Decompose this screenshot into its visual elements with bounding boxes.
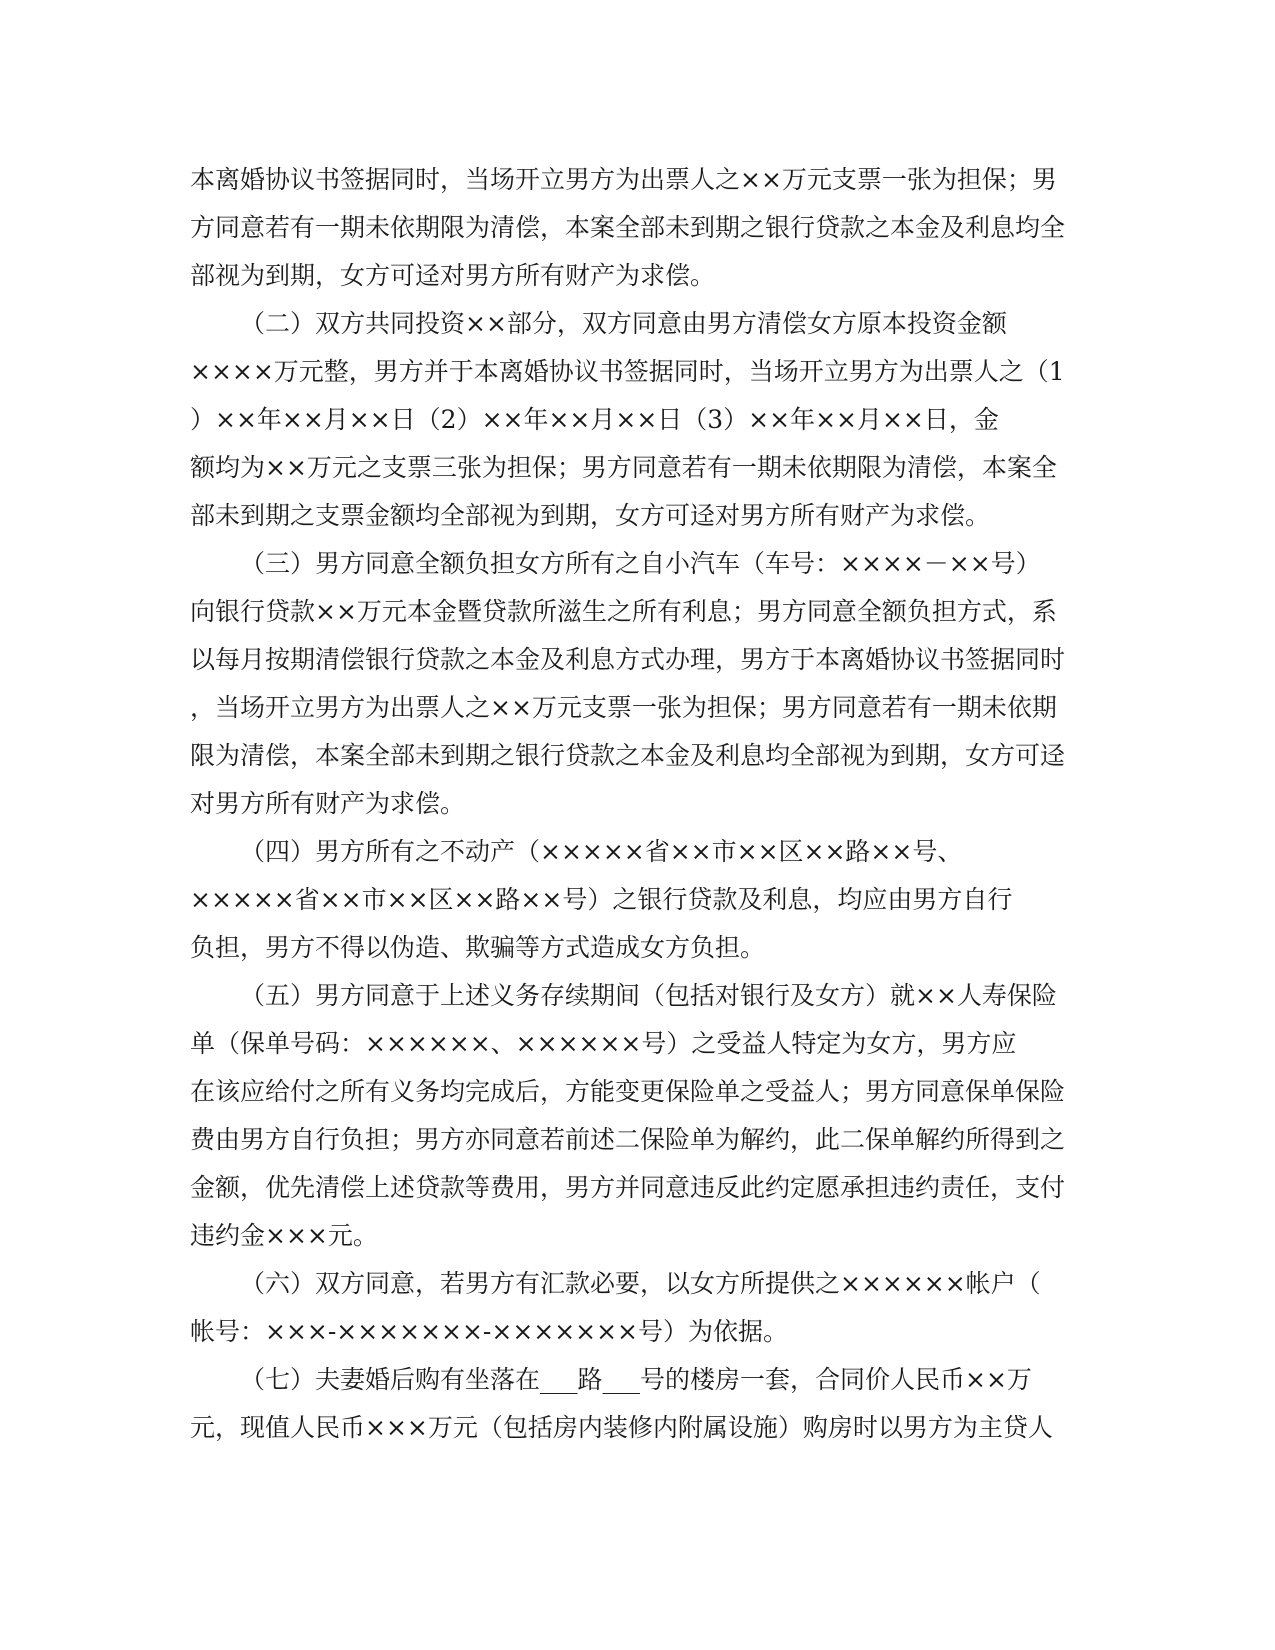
- clause-7-heading-line: （七）夫妻婚后购有坐落在___路___号的楼房一套，合同价人民币××万: [240, 1365, 1032, 1394]
- text-line: 违约金×××元。: [190, 1221, 378, 1250]
- text-line: 以每月按期清偿银行贷款之本金及利息方式办理，男方于本离婚协议书签据同时: [190, 645, 1066, 674]
- text-line: ×××××省××市××区××路××号）之银行贷款及利息，均应由男方自行: [190, 885, 1013, 914]
- text-line: 帐号：×××-×××××××-×××××××号）为依据。: [190, 1317, 788, 1346]
- text-line: 在该应给付之所有义务均完成后，方能变更保险单之受益人；男方同意保单保险: [190, 1077, 1066, 1106]
- text-line: 费由男方自行负担；男方亦同意若前述二保险单为解约，此二保单解约所得到之: [190, 1125, 1066, 1154]
- text-line: 对男方所有财产为求偿。: [190, 789, 466, 818]
- text-line: 额均为××万元之支票三张为担保；男方同意若有一期未依期限为清偿，本案全: [190, 453, 1057, 482]
- text-line: 方同意若有一期未依期限为清偿，本案全部未到期之银行贷款之本金及利息均全: [190, 213, 1066, 242]
- text-line: 单（保单号码：××××××、××××××号）之受益人特定为女方，男方应: [190, 1029, 1017, 1058]
- clause-5-heading-line: （五）男方同意于上述义务存续期间（包括对银行及女方）就××人寿保险: [240, 981, 1057, 1010]
- text-line: 负担，男方不得以伪造、欺骗等方式造成女方负担。: [190, 933, 766, 962]
- text-line: 部未到期之支票金额均全部视为到期，女方可迳对男方所有财产为求偿。: [190, 501, 991, 530]
- text-line: ）××年××月××日（2）××年××月××日（3）××年××月××日，金: [190, 405, 999, 434]
- clause-6-heading-line: （六）双方同意，若男方有汇款必要，以女方所提供之××××××帐户（: [240, 1269, 1041, 1298]
- clause-4-heading-line: （四）男方所有之不动产（×××××省××市××区××路××号、: [240, 837, 963, 866]
- clause-2-heading-line: （二）双方共同投资××部分，双方同意由男方清偿女方原本投资金额: [240, 309, 1007, 338]
- text-line: 限为清偿，本案全部未到期之银行贷款之本金及利息均全部视为到期，女方可迳: [190, 741, 1066, 770]
- document-body: [190, 156, 1070, 1452]
- text-line: 本离婚协议书签据同时，当场开立男方为出票人之××万元支票一张为担保；男: [190, 165, 1057, 194]
- text-line: 元，现值人民币×××万元（包括房内装修内附属设施）购房时以男方为主贷人: [190, 1413, 1053, 1442]
- text-line: 金额，优先清偿上述贷款等费用，男方并同意违反此约定愿承担违约责任，支付: [190, 1173, 1066, 1202]
- text-line: ××××万元整，男方并于本离婚协议书签据同时，当场开立男方为出票人之（1: [190, 357, 1065, 386]
- text-line: 向银行贷款××万元本金暨贷款所滋生之所有利息；男方同意全额负担方式，系: [190, 597, 1057, 626]
- clause-3-heading-line: （三）男方同意全额负担女方所有之自小汽车（车号：××××－××号）: [240, 549, 1041, 578]
- text-line: ，当场开立男方为出票人之××万元支票一张为担保；男方同意若有一期未依期: [190, 693, 1057, 722]
- text-line: 部视为到期，女方可迳对男方所有财产为求偿。: [190, 261, 716, 290]
